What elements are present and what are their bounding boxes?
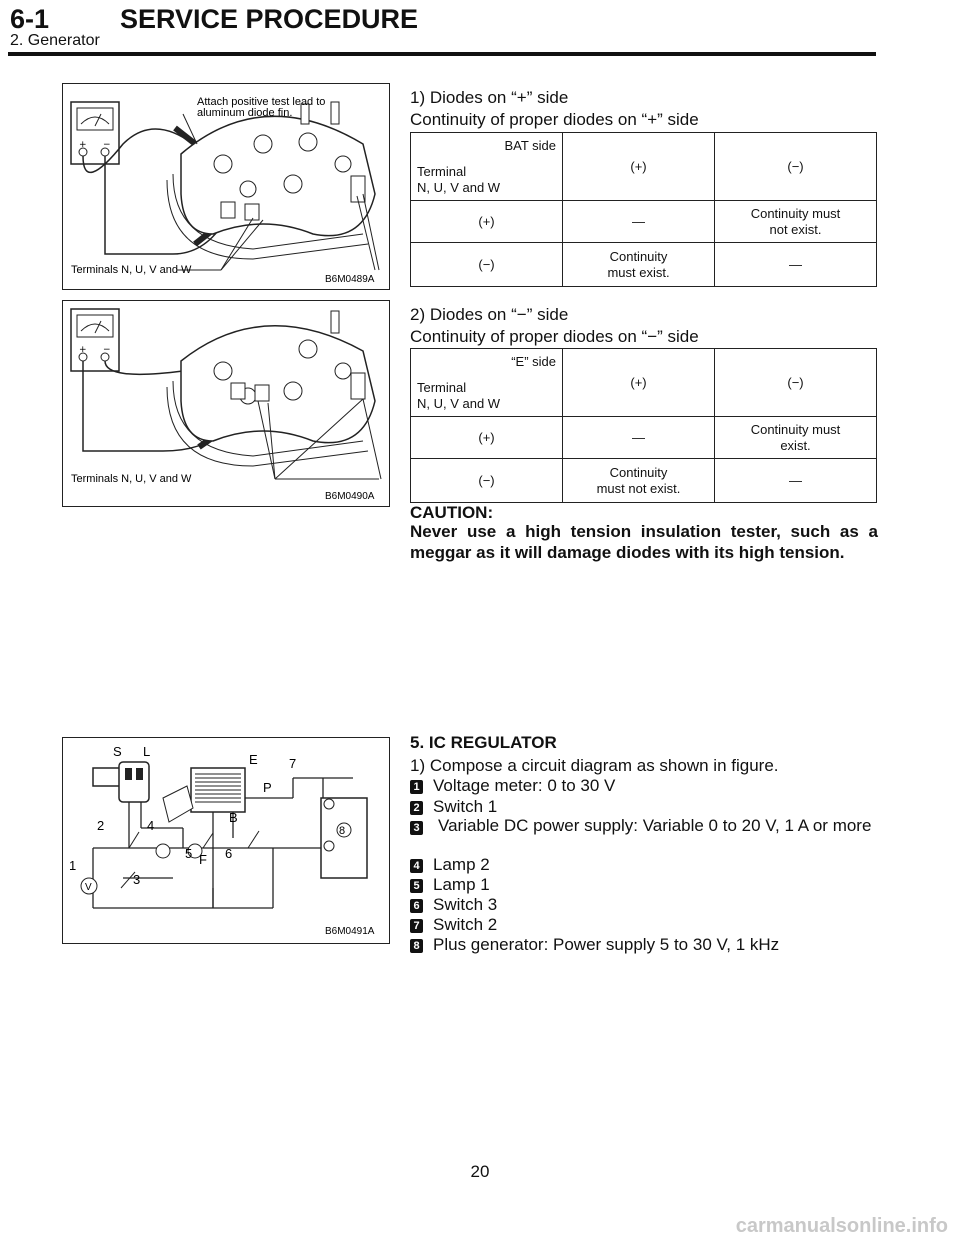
- fig3-label-p: P: [263, 780, 272, 795]
- cell-line: exist.: [780, 437, 811, 453]
- fig3-num-7: 7: [289, 756, 297, 771]
- caution-text: Never use a high tension insulation tester, such as a meggar as it will damage diodes with its high tension.: [410, 522, 878, 562]
- fig1-callout-top: Attach positive test lead to: [197, 96, 326, 108]
- legend-item: [410, 797, 497, 817]
- subsection-title: 2. Generator: [10, 32, 100, 49]
- cell: —: [715, 459, 877, 503]
- cell: —: [563, 201, 715, 243]
- fig3-label-b: B: [229, 810, 238, 825]
- legend-text: Plus generator: Power supply 5 to 30 V, 1 kHz: [433, 935, 780, 954]
- fig3-label-s: S: [113, 744, 122, 759]
- fig1-callout-bottom: Terminals N, U, V and W: [71, 264, 192, 276]
- cell: [563, 243, 715, 287]
- legend-number: 2: [410, 801, 423, 815]
- fig3-code: B6M0491A: [325, 926, 375, 937]
- legend-text: Switch 1: [433, 797, 498, 816]
- cell: [563, 459, 715, 503]
- cell-line: Continuity must: [750, 421, 841, 437]
- svg-text:−: −: [103, 140, 111, 150]
- fig3-num-3: 3: [133, 872, 141, 887]
- fig1-code: B6M0489A: [325, 274, 375, 285]
- plus-side-subheading: Continuity of proper diodes on “+” side: [410, 110, 699, 129]
- cell: [715, 201, 877, 243]
- cell: —: [715, 243, 877, 287]
- fig3-num-8: 8: [339, 825, 346, 837]
- row-header-plus: (+): [411, 201, 563, 243]
- legend-text: Switch 2: [433, 915, 498, 934]
- minus-side-subheading: Continuity of proper diodes on “−” side: [410, 327, 699, 346]
- col-header-plus: (+): [563, 349, 715, 417]
- figure-ic-regulator-circuit: [62, 737, 390, 944]
- table-corner-cell: [411, 349, 563, 417]
- legend-text: Lamp 2: [433, 855, 490, 874]
- caution-title: CAUTION:: [410, 503, 494, 522]
- figure-minus-side-diodes: [62, 300, 390, 507]
- cell-line: not exist.: [769, 221, 822, 237]
- legend-text-wrapped: Variable DC power supply: Variable 0 to 20 V, 1 A or more: [438, 816, 872, 835]
- corner-bottom-label-2: N, U, V and W: [417, 395, 501, 411]
- legend-item: [410, 817, 433, 837]
- legend-number: 8: [410, 939, 423, 953]
- section-number: 6-1: [10, 4, 50, 34]
- fig2-callout-bottom: Terminals N, U, V and W: [71, 473, 192, 485]
- col-header-plus: (+): [563, 133, 715, 201]
- fig3-label-l: L: [143, 744, 151, 759]
- watermark: carmanualsonline.info: [735, 1215, 948, 1237]
- corner-bottom-label: Terminal: [417, 163, 467, 179]
- fig3-num-5: 5: [185, 846, 193, 861]
- legend-text: Voltage meter: 0 to 30 V: [433, 776, 616, 795]
- cell-line: must not exist.: [596, 480, 681, 496]
- legend-number: 4: [410, 859, 423, 873]
- cell-line: Continuity: [609, 464, 668, 480]
- fig3-num-6: 6: [225, 846, 233, 861]
- legend-item: [410, 776, 615, 796]
- corner-top-label: “E” side: [511, 353, 556, 369]
- corner-bottom-label-2: N, U, V and W: [417, 179, 501, 195]
- fig2-code: B6M0490A: [325, 491, 375, 502]
- plus-side-continuity-table: [410, 132, 877, 287]
- legend-item: [410, 855, 490, 875]
- corner-top-label: BAT side: [504, 137, 556, 153]
- fig3-num-4: 4: [147, 818, 155, 833]
- cell: —: [563, 417, 715, 459]
- legend-text: Lamp 1: [433, 875, 490, 894]
- legend-item: [410, 915, 497, 935]
- ic-regulator-heading: 5. IC REGULATOR: [410, 733, 557, 752]
- fig3-num-2: 2: [97, 818, 105, 833]
- corner-bottom-label: Terminal: [417, 379, 467, 395]
- fig1-callout-top-2: aluminum diode fin.: [197, 107, 293, 119]
- legend-number: 5: [410, 879, 423, 893]
- header-rule: [8, 52, 876, 56]
- section-title: SERVICE PROCEDURE: [120, 4, 419, 34]
- cell: [715, 417, 877, 459]
- plus-side-heading: 1) Diodes on “+” side: [410, 88, 569, 107]
- row-header-plus: (+): [411, 417, 563, 459]
- legend-item: [410, 935, 779, 955]
- cell-line: Continuity must: [750, 205, 841, 221]
- svg-text:+: +: [79, 140, 87, 150]
- table-corner-cell: [411, 133, 563, 201]
- legend-number: 7: [410, 919, 423, 933]
- legend-number: 3: [410, 821, 423, 835]
- minus-side-heading: 2) Diodes on “−” side: [410, 305, 569, 324]
- row-header-minus: (−): [411, 459, 563, 503]
- diode-test-illustration-2: [63, 301, 389, 506]
- page-number: 20: [470, 1162, 490, 1181]
- cell-line: must exist.: [607, 264, 670, 280]
- ic-regulator-circuit-diagram: [63, 738, 389, 943]
- fig3-label-e: E: [249, 752, 258, 767]
- figure-plus-side-diodes: [62, 83, 390, 290]
- row-header-minus: (−): [411, 243, 563, 287]
- ic-regulator-step1: 1) Compose a circuit diagram as shown in figure.: [410, 756, 779, 775]
- svg-text:+: +: [79, 345, 87, 355]
- fig3-label-f: F: [199, 852, 207, 867]
- legend-number: 6: [410, 899, 423, 913]
- legend-item: [410, 875, 490, 895]
- cell-line: Continuity: [609, 248, 668, 264]
- svg-text:−: −: [103, 345, 111, 355]
- legend-item: [410, 895, 497, 915]
- legend-text: Switch 3: [433, 895, 498, 914]
- col-header-minus: (−): [715, 349, 877, 417]
- legend-number: 1: [410, 780, 423, 794]
- diode-test-illustration-1: [63, 84, 389, 289]
- fig3-num-1: 1: [69, 858, 77, 873]
- col-header-minus: (−): [715, 133, 877, 201]
- minus-side-continuity-table: [410, 348, 877, 503]
- fig3-label-v: V: [85, 882, 92, 893]
